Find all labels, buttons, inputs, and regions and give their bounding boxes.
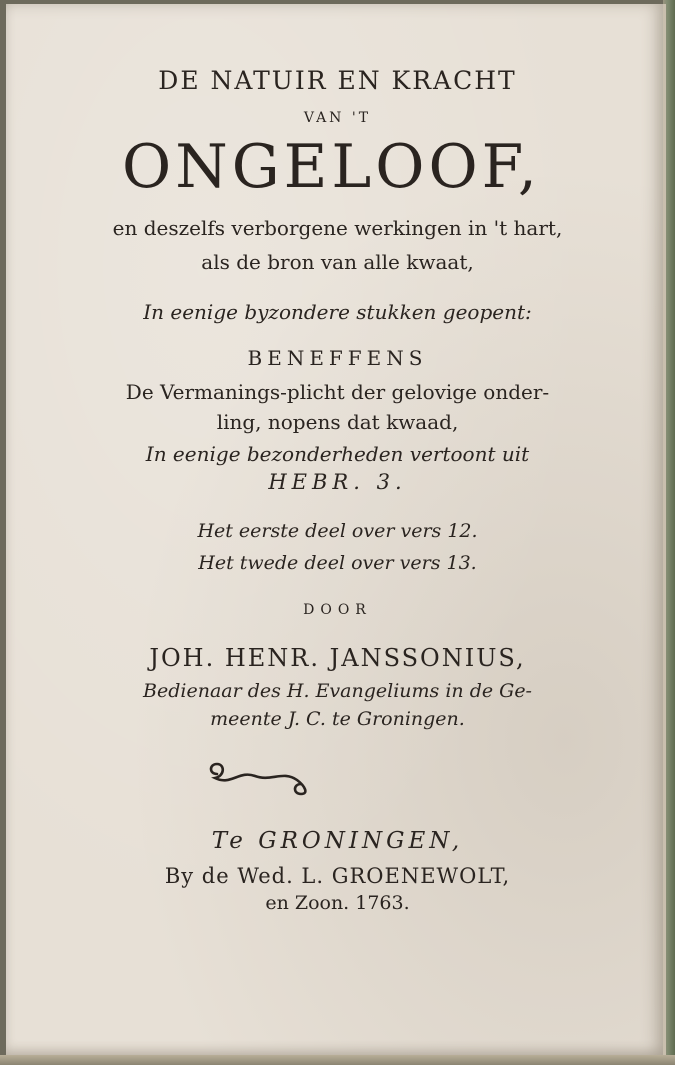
description-line-3: In eenige bezonderheden vertoont uit	[145, 442, 530, 466]
scripture-reference: HEBR. 3.	[268, 470, 407, 494]
title-line-1: DE NATUIR EN KRACHT	[158, 66, 517, 95]
beneffens-heading: BENEFFENS	[247, 346, 428, 370]
main-title: ONGELOOF,	[122, 132, 541, 202]
page-bottom-edge	[0, 1055, 675, 1065]
author-role-line-1: Bedienaar des H. Evangeliums in de Ge-	[143, 680, 532, 702]
imprint-place: Te GRONINGEN,	[211, 828, 464, 854]
author-role-line-2: meente J. C. te Groningen.	[210, 708, 465, 730]
by-label: DOOR	[303, 602, 372, 618]
part-1: Het eerste deel over vers 12.	[197, 520, 478, 542]
description-line-2: ling, nopens dat kwaad,	[216, 410, 459, 434]
subtitle-line-2: als de bron van alle kwaat,	[201, 250, 474, 274]
part-2: Het twede deel over vers 13.	[198, 552, 477, 574]
title-line-2: VAN 'T	[303, 110, 372, 126]
imprint-printer: By de Wed. L. GROENEWOLT,	[164, 864, 511, 888]
imprint-year: en Zoon. 1763.	[265, 892, 410, 914]
scroll-flourish-ornament	[205, 760, 315, 798]
subtitle-line-3: In eenige byzondere stukken geopent:	[143, 300, 532, 324]
author-name: JOH. HENR. JANSSONIUS,	[149, 644, 526, 672]
subtitle-line-1: en deszelfs verborgene werkingen in 't hart,	[112, 216, 563, 240]
description-line-1: De Vermanings-plicht der gelovige onder-	[125, 380, 550, 404]
